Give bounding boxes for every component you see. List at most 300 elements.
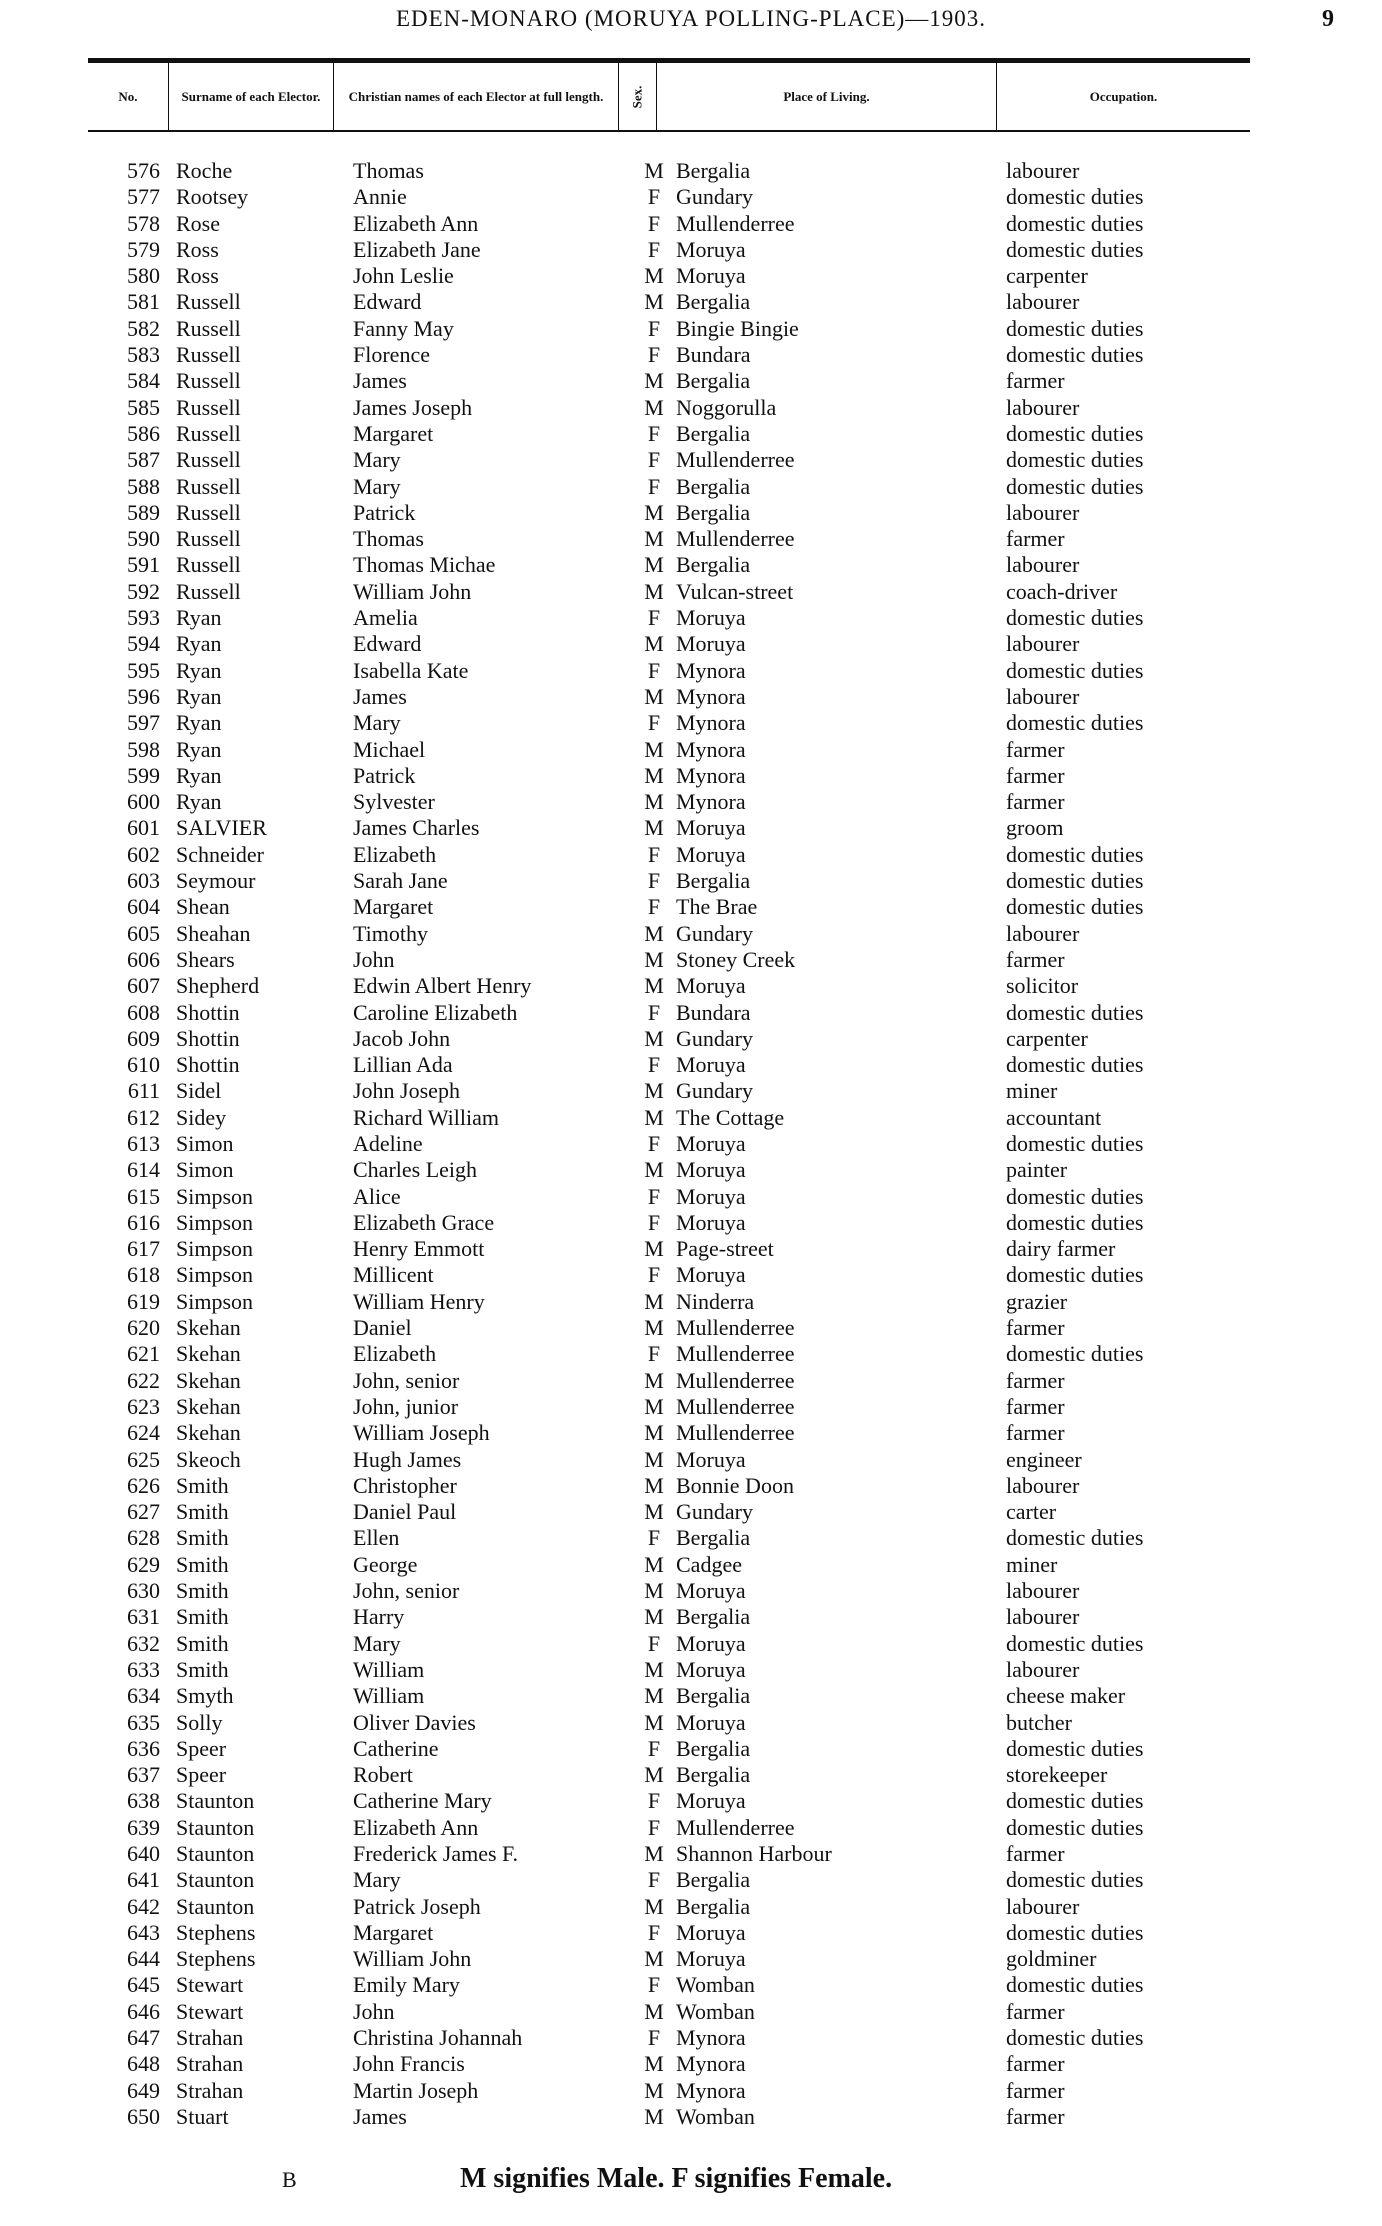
elector-surname: Simon: [176, 1130, 234, 1156]
elector-occupation: farmer: [1006, 1315, 1065, 1341]
page-footer: [0, 2163, 1382, 2203]
elector-surname: Shottin: [176, 999, 240, 1025]
elector-surname: Smith: [176, 1630, 229, 1656]
table-row: [0, 1368, 1382, 1394]
table-row: [0, 684, 1382, 710]
elector-number: 618: [127, 1262, 160, 1288]
table-row: [0, 316, 1382, 342]
elector-sex: M: [644, 368, 664, 394]
elector-number: 649: [127, 2077, 160, 2103]
elector-sex: F: [647, 420, 661, 446]
elector-surname: Sidey: [176, 1104, 227, 1130]
elector-christian-names: John, senior: [353, 1578, 460, 1604]
table-row: [0, 1236, 1382, 1262]
elector-surname: Stephens: [176, 1919, 256, 1945]
elector-surname: Russell: [176, 499, 241, 525]
elector-number: 593: [127, 605, 160, 631]
elector-surname: Ryan: [176, 762, 222, 788]
elector-place-of-living: Mullenderree: [676, 1814, 795, 1840]
elector-number: 622: [127, 1367, 160, 1393]
elector-number: 619: [127, 1288, 160, 1314]
elector-place-of-living: Moruya: [676, 1946, 746, 1972]
elector-christian-names: George: [353, 1551, 418, 1577]
column-header-sex-label: Sex.: [629, 85, 645, 108]
elector-surname: Staunton: [176, 1814, 255, 1840]
elector-christian-names: Elizabeth Jane: [353, 236, 481, 262]
elector-christian-names: Elizabeth Ann: [353, 1814, 479, 1840]
elector-occupation: farmer: [1006, 1420, 1065, 1446]
table-row: [0, 1710, 1382, 1736]
elector-christian-names: Margaret: [353, 420, 434, 446]
elector-sex: M: [644, 526, 664, 552]
table-row: [0, 1631, 1382, 1657]
elector-place-of-living: Moruya: [676, 973, 746, 999]
elector-place-of-living: Bergalia: [676, 473, 751, 499]
elector-occupation: labourer: [1006, 1604, 1080, 1630]
table-row: [0, 500, 1382, 526]
table-row: [0, 973, 1382, 999]
elector-occupation: farmer: [1006, 368, 1065, 394]
elector-occupation: domestic duties: [1006, 1867, 1144, 1893]
elector-place-of-living: Gundary: [676, 920, 753, 946]
elector-sex: M: [644, 1315, 664, 1341]
elector-surname: Shottin: [176, 1052, 240, 1078]
elector-christian-names: John Joseph: [353, 1078, 460, 1104]
elector-sex: M: [644, 1604, 664, 1630]
elector-sex: M: [644, 2103, 664, 2129]
elector-place-of-living: Bundara: [676, 999, 751, 1025]
elector-occupation: farmer: [1006, 1393, 1065, 1419]
elector-surname: Russell: [176, 342, 241, 368]
elector-surname: Stewart: [176, 1972, 244, 1998]
elector-christian-names: John Francis: [353, 2051, 465, 2077]
elector-surname: Skeoch: [176, 1446, 241, 1472]
elector-surname: Smith: [176, 1472, 229, 1498]
elector-christian-names: Emily Mary: [353, 1972, 460, 1998]
elector-occupation: labourer: [1006, 552, 1080, 578]
elector-number: 592: [127, 578, 160, 604]
elector-sex: F: [647, 1919, 661, 1945]
elector-place-of-living: Moruya: [676, 1209, 746, 1235]
elector-surname: Staunton: [176, 1841, 255, 1866]
elector-sex: M: [644, 578, 664, 604]
elector-number: 591: [127, 552, 160, 578]
elector-sex: F: [647, 657, 661, 683]
table-row: [0, 1315, 1382, 1341]
elector-surname: Simpson: [176, 1236, 254, 1262]
elector-number: 635: [127, 1709, 160, 1735]
elector-place-of-living: Stoney Creek: [676, 946, 796, 972]
elector-christian-names: Christopher: [353, 1472, 457, 1498]
elector-number: 576: [127, 158, 160, 183]
elector-sex: F: [647, 1867, 661, 1893]
elector-surname: Strahan: [176, 2025, 244, 2051]
elector-christian-names: Adeline: [353, 1130, 423, 1156]
elector-surname: SALVIER: [176, 815, 267, 841]
table-row: [0, 1552, 1382, 1578]
elector-christian-names: William: [353, 1656, 425, 1682]
elector-sex: M: [644, 1025, 664, 1051]
elector-surname: Smith: [176, 1499, 229, 1525]
elector-place-of-living: Moruya: [676, 263, 746, 289]
elector-occupation: labourer: [1006, 1656, 1080, 1682]
elector-place-of-living: Moruya: [676, 841, 746, 867]
elector-number: 615: [127, 1183, 160, 1209]
elector-occupation: storekeeper: [1006, 1762, 1108, 1788]
elector-number: 646: [127, 1998, 160, 2024]
table-row: [0, 894, 1382, 920]
elector-surname: Shean: [176, 894, 230, 920]
elector-surname: Skehan: [176, 1341, 241, 1367]
elector-surname: Solly: [176, 1709, 223, 1735]
elector-sex: F: [647, 2025, 661, 2051]
elector-occupation: farmer: [1006, 789, 1065, 815]
elector-number: 638: [127, 1788, 160, 1814]
elector-surname: Simpson: [176, 1288, 254, 1314]
elector-number: 582: [127, 315, 160, 341]
elector-place-of-living: Womban: [676, 1998, 755, 2024]
elector-sex: M: [644, 289, 664, 315]
table-row: [0, 1341, 1382, 1367]
elector-surname: Sidel: [176, 1078, 222, 1104]
elector-surname: Ryan: [176, 736, 222, 762]
elector-place-of-living: Mullenderree: [676, 1341, 795, 1367]
elector-occupation: farmer: [1006, 1841, 1065, 1866]
elector-place-of-living: Moruya: [676, 1788, 746, 1814]
table-row: [0, 1920, 1382, 1946]
elector-place-of-living: Moruya: [676, 1157, 746, 1183]
elector-christian-names: Catherine: [353, 1735, 439, 1761]
elector-surname: Staunton: [176, 1893, 255, 1919]
table-row: [0, 1078, 1382, 1104]
table-row: [0, 658, 1382, 684]
table-row: [0, 1604, 1382, 1630]
page-header: [0, 2, 1382, 38]
elector-surname: Ross: [176, 263, 219, 289]
elector-place-of-living: Mullenderree: [676, 1393, 795, 1419]
elector-place-of-living: Moruya: [676, 1578, 746, 1604]
elector-surname: Russell: [176, 578, 241, 604]
elector-occupation: domestic duties: [1006, 473, 1144, 499]
elector-occupation: domestic duties: [1006, 447, 1144, 473]
elector-place-of-living: Bergalia: [676, 552, 751, 578]
elector-sex: F: [647, 1630, 661, 1656]
elector-sex: M: [644, 1393, 664, 1419]
elector-occupation: domestic duties: [1006, 1209, 1144, 1235]
elector-place-of-living: Womban: [676, 1972, 755, 1998]
elector-christian-names: James: [353, 368, 407, 394]
elector-occupation: domestic duties: [1006, 1788, 1144, 1814]
table-row: [0, 1683, 1382, 1709]
elector-sex: F: [647, 894, 661, 920]
elector-surname: Schneider: [176, 841, 264, 867]
elector-place-of-living: Bergalia: [676, 420, 751, 446]
elector-surname: Skehan: [176, 1367, 241, 1393]
elector-place-of-living: Mynora: [676, 657, 746, 683]
elector-number: 597: [127, 710, 160, 736]
elector-sex: M: [644, 1367, 664, 1393]
elector-occupation: carter: [1006, 1499, 1057, 1525]
elector-occupation: domestic duties: [1006, 1919, 1144, 1945]
elector-sex: M: [644, 1683, 664, 1709]
elector-christian-names: William: [353, 1683, 425, 1709]
elector-place-of-living: Mynora: [676, 2025, 746, 2051]
elector-christian-names: Mary: [353, 1867, 401, 1893]
elector-occupation: domestic duties: [1006, 342, 1144, 368]
elector-number: 610: [127, 1052, 160, 1078]
elector-place-of-living: Bergalia: [676, 868, 751, 894]
elector-occupation: labourer: [1006, 683, 1080, 709]
elector-christian-names: Daniel Paul: [353, 1499, 457, 1525]
table-row: [0, 1788, 1382, 1814]
elector-place-of-living: Page-street: [676, 1236, 774, 1262]
table-row: [0, 1578, 1382, 1604]
elector-number: 616: [127, 1209, 160, 1235]
elector-occupation: labourer: [1006, 1578, 1080, 1604]
elector-number: 625: [127, 1446, 160, 1472]
elector-sex: M: [644, 1499, 664, 1525]
elector-place-of-living: Bingie Bingie: [676, 315, 799, 341]
elector-christian-names: Thomas: [353, 526, 424, 552]
footer-legend: M signifies Male. F signifies Female.: [460, 2163, 893, 2194]
elector-christian-names: James: [353, 683, 407, 709]
table-row: [0, 1815, 1382, 1841]
elector-christian-names: Timothy: [353, 920, 429, 946]
elector-number: 579: [127, 236, 160, 262]
elector-place-of-living: Bergalia: [676, 1604, 751, 1630]
elector-christian-names: Margaret: [353, 894, 434, 920]
table-row: [0, 1026, 1382, 1052]
elector-surname: Ryan: [176, 789, 222, 815]
elector-sex: M: [644, 683, 664, 709]
table-row: [0, 789, 1382, 815]
elector-number: 594: [127, 631, 160, 657]
elector-surname: Sheahan: [176, 920, 251, 946]
column-header-row: [88, 58, 1250, 132]
elector-occupation: groom: [1006, 815, 1064, 841]
elector-place-of-living: Mynora: [676, 2077, 746, 2103]
elector-christian-names: Henry Emmott: [353, 1236, 485, 1262]
elector-number: 601: [127, 815, 160, 841]
column-header-christian-names: Christian names of each Elector at full length.: [333, 63, 618, 130]
elector-occupation: domestic duties: [1006, 1630, 1144, 1656]
elector-place-of-living: Bonnie Doon: [676, 1472, 794, 1498]
elector-number: 613: [127, 1130, 160, 1156]
elector-christian-names: Frederick James F.: [353, 1841, 519, 1866]
elector-occupation: labourer: [1006, 920, 1080, 946]
elector-sex: F: [647, 1209, 661, 1235]
elector-occupation: carpenter: [1006, 263, 1088, 289]
elector-place-of-living: Moruya: [676, 605, 746, 631]
elector-number: 641: [127, 1867, 160, 1893]
elector-sex: F: [647, 342, 661, 368]
elector-number: 611: [127, 1078, 160, 1104]
elector-number: 608: [127, 999, 160, 1025]
elector-place-of-living: Mynora: [676, 683, 746, 709]
elector-sex: F: [647, 1788, 661, 1814]
elector-surname: Ryan: [176, 605, 222, 631]
elector-sex: M: [644, 1157, 664, 1183]
table-row: [0, 842, 1382, 868]
elector-christian-names: William Henry: [353, 1288, 485, 1314]
table-row: [0, 815, 1382, 841]
elector-surname: Speer: [176, 1735, 227, 1761]
elector-number: 578: [127, 210, 160, 236]
column-header-occupation: Occupation.: [996, 63, 1250, 130]
elector-place-of-living: Moruya: [676, 1262, 746, 1288]
elector-surname: Russell: [176, 447, 241, 473]
elector-place-of-living: Shannon Harbour: [676, 1841, 832, 1866]
column-header-sex: [618, 63, 656, 130]
elector-christian-names: Patrick: [353, 762, 416, 788]
elector-sex: M: [644, 2077, 664, 2103]
elector-sex: F: [647, 1814, 661, 1840]
table-row: [0, 631, 1382, 657]
elector-occupation: domestic duties: [1006, 894, 1144, 920]
elector-sex: F: [647, 1130, 661, 1156]
elector-place-of-living: Bergalia: [676, 158, 751, 183]
elector-occupation: domestic duties: [1006, 1052, 1144, 1078]
elector-christian-names: William John: [353, 578, 472, 604]
elector-christian-names: Harry: [353, 1604, 405, 1630]
elector-number: 598: [127, 736, 160, 762]
table-row: [0, 579, 1382, 605]
elector-christian-names: Caroline Elizabeth: [353, 999, 518, 1025]
table-row: [0, 2104, 1382, 2130]
table-row: [0, 737, 1382, 763]
elector-surname: Russell: [176, 315, 241, 341]
elector-sex: M: [644, 1709, 664, 1735]
table-row: [0, 1999, 1382, 2025]
elector-number: 629: [127, 1551, 160, 1577]
elector-christian-names: Margaret: [353, 1919, 434, 1945]
elector-occupation: domestic duties: [1006, 657, 1144, 683]
elector-christian-names: Mary: [353, 1630, 401, 1656]
elector-christian-names: Mary: [353, 710, 401, 736]
elector-place-of-living: Noggorulla: [676, 394, 777, 420]
elector-place-of-living: Mynora: [676, 789, 746, 815]
elector-number: 621: [127, 1341, 160, 1367]
elector-place-of-living: Bergalia: [676, 368, 751, 394]
elector-place-of-living: Moruya: [676, 1919, 746, 1945]
elector-place-of-living: Mynora: [676, 710, 746, 736]
elector-place-of-living: The Brae: [676, 894, 758, 920]
elector-number: 586: [127, 420, 160, 446]
elector-christian-names: Elizabeth: [353, 841, 437, 867]
elector-occupation: farmer: [1006, 762, 1065, 788]
elector-christian-names: Thomas Michae: [353, 552, 496, 578]
elector-occupation: goldminer: [1006, 1946, 1097, 1972]
elector-christian-names: Christina Johannah: [353, 2025, 523, 2051]
elector-place-of-living: Mullenderree: [676, 210, 795, 236]
elector-surname: Ryan: [176, 683, 222, 709]
elector-number: 626: [127, 1472, 160, 1498]
elector-occupation: labourer: [1006, 631, 1080, 657]
elector-occupation: farmer: [1006, 736, 1065, 762]
elector-christian-names: William John: [353, 1946, 472, 1972]
elector-place-of-living: Bergalia: [676, 1525, 751, 1551]
elector-surname: Ross: [176, 236, 219, 262]
elector-sex: M: [644, 1472, 664, 1498]
elector-occupation: coach-driver: [1006, 578, 1118, 604]
elector-sex: F: [647, 841, 661, 867]
elector-christian-names: Florence: [353, 342, 430, 368]
page-number: 9: [1322, 6, 1334, 32]
table-row: [0, 1946, 1382, 1972]
elector-christian-names: Fanny May: [353, 315, 454, 341]
elector-christian-names: John, junior: [353, 1393, 459, 1419]
table-row: [0, 447, 1382, 473]
elector-place-of-living: Bergalia: [676, 1867, 751, 1893]
table-row: [0, 158, 1382, 184]
elector-sex: F: [647, 605, 661, 631]
elector-list: [0, 158, 1382, 2130]
elector-christian-names: Mary: [353, 447, 401, 473]
elector-sex: M: [644, 1551, 664, 1577]
elector-place-of-living: Mullenderree: [676, 1420, 795, 1446]
elector-surname: Russell: [176, 473, 241, 499]
elector-place-of-living: Moruya: [676, 1656, 746, 1682]
elector-christian-names: John: [353, 946, 395, 972]
elector-place-of-living: Mullenderree: [676, 447, 795, 473]
elector-number: 644: [127, 1946, 160, 1972]
elector-place-of-living: Mynora: [676, 736, 746, 762]
elector-christian-names: Edward: [353, 289, 422, 315]
table-row: [0, 2078, 1382, 2104]
elector-number: 596: [127, 683, 160, 709]
elector-surname: Smith: [176, 1604, 229, 1630]
elector-place-of-living: Mullenderree: [676, 1367, 795, 1393]
elector-sex: M: [644, 736, 664, 762]
elector-occupation: butcher: [1006, 1709, 1072, 1735]
table-row: [0, 710, 1382, 736]
elector-occupation: domestic duties: [1006, 1525, 1144, 1551]
elector-number: 614: [127, 1157, 160, 1183]
elector-christian-names: Lillian Ada: [353, 1052, 453, 1078]
elector-occupation: labourer: [1006, 1472, 1080, 1498]
table-row: [0, 763, 1382, 789]
table-row: [0, 1525, 1382, 1551]
elector-occupation: engineer: [1006, 1446, 1082, 1472]
elector-sex: M: [644, 1578, 664, 1604]
elector-sex: M: [644, 1998, 664, 2024]
table-row: [0, 1210, 1382, 1236]
elector-sex: M: [644, 552, 664, 578]
elector-sex: M: [644, 1841, 664, 1866]
elector-christian-names: Patrick Joseph: [353, 1893, 481, 1919]
elector-christian-names: Annie: [353, 184, 407, 210]
elector-occupation: labourer: [1006, 289, 1080, 315]
table-row: [0, 947, 1382, 973]
elector-surname: Smith: [176, 1578, 229, 1604]
table-row: [0, 395, 1382, 421]
table-row: [0, 1867, 1382, 1893]
elector-surname: Shottin: [176, 1025, 240, 1051]
elector-sex: M: [644, 973, 664, 999]
elector-occupation: farmer: [1006, 2051, 1065, 2077]
elector-sex: F: [647, 868, 661, 894]
elector-number: 581: [127, 289, 160, 315]
elector-christian-names: Martin Joseph: [353, 2077, 479, 2103]
elector-occupation: miner: [1006, 1551, 1058, 1577]
elector-number: 605: [127, 920, 160, 946]
elector-christian-names: Ellen: [353, 1525, 400, 1551]
elector-surname: Stewart: [176, 1998, 244, 2024]
elector-sex: F: [647, 1341, 661, 1367]
table-row: [0, 1289, 1382, 1315]
elector-occupation: farmer: [1006, 2077, 1065, 2103]
elector-surname: Staunton: [176, 1788, 255, 1814]
